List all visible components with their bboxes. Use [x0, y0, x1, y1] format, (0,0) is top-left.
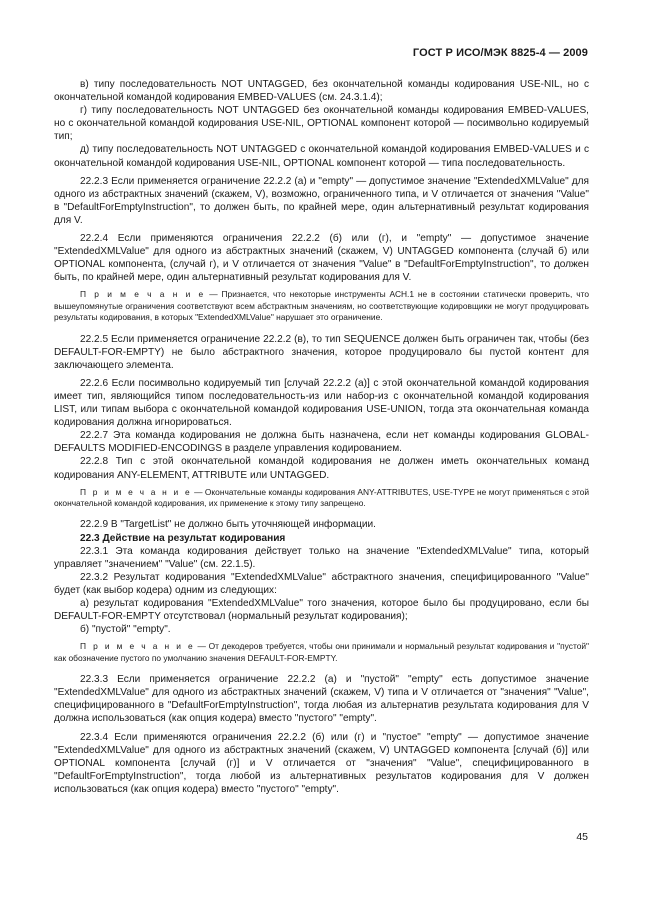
page-number: 45 [576, 831, 588, 843]
item-b: б) "пустой" "empty". [80, 624, 171, 636]
section-heading: 22.3 Действие на результат кодирования [80, 532, 286, 544]
clause-22-2-7: 22.2.7 Эта команда кодирования не должна быть назначена, если нет команды кодирования GLOBAL-DEFAULTS MODIFIED-ENCODINGS в разделе управления кодированием. [54, 430, 589, 455]
paragraph-v: в) типу последовательность NOT UNTAGGED, без окончательной команды кодирования USE-NIL, но с окончательной командой кодирования EMBED-VALUES (см. 24.3.1.4); [54, 79, 589, 104]
clause-22-2-4: 22.2.4 Если применяются ограничения 22.2.2 (б) или (г), и "empty" — допустимое значение "ExtendedXMLValue" для одного из абстрактных значений (скажем, V) UNTAGGED компонента (случай б) или OPTIONAL компонента, (случай г), и V отличается от значения "Value" в "DefaultForEmptyInstruction", то должен быть, по крайней мере, один альтернативный результат кодирования для V. [54, 233, 589, 284]
note-2 [54, 487, 589, 510]
clause-22-3-1: 22.3.1 Эта команда кодирования действует только на значение "ExtendedXMLValue" типа, который управляет "значением" "Value" (см. 22.1.5). [54, 545, 589, 570]
paragraph-g: г) типу последовательность NOT UNTAGGED без окончательной команды кодирования EMBED-VALUES, но с окончательной командой кодирования USE-NIL, OPTIONAL компонент которой — посимвольно кодируемый тип; [54, 105, 589, 143]
clause-22-3-2: 22.3.2 Результат кодирования "ExtendedXMLValue" абстрактного значения, специфицированного "Value" будет (как выбор кодера) одним из следующих: [54, 571, 589, 596]
clause-22-2-8: 22.2.8 Тип с этой окончательной командой кодирования не должен иметь окончательных команд кодирования ANY-ELEMENT, ATTRIBUTE или UNTAGGED. [54, 456, 589, 481]
paragraph-d: д) типу последовательность NOT UNTAGGED с окончательной командой кодирования EMBED-VALUES и с окончательной командой кодирования USE-NIL, OPTIONAL компонент которой — типа последовательность. [54, 144, 589, 169]
note-3 [54, 641, 589, 664]
clause-22-2-9: 22.2.9 В "TargetList" не должно быть уточняющей информации. [80, 519, 376, 531]
clause-22-2-5: 22.2.5 Если применяется ограничение 22.2.2 (в), то тип SEQUENCE должен быть ограничен так, чтобы (без DEFAULT-FOR-EMPTY) не было абстрактного значения, которое продуцировало бы пустой контент для заключающего элемента. [54, 333, 589, 371]
clause-22-2-6: 22.2.6 Если посимвольно кодируемый тип [случай 22.2.2 (а)] с этой окончательной командой кодирования имеет тип, являющийся типом последовательность-из или набор-из с окончательной командой кодирования LIST, или типам выбора с окончательной командой кодирования USE-UNION, тогда эта окончательная команда кодирования должна игнорироваться. [54, 377, 589, 429]
page-body [54, 78, 589, 801]
clause-22-3-4: 22.3.4 Если применяются ограничения 22.2.2 (б) или (г) и "пустое" "empty" — допустимое значение "ExtendedXMLValue" для одного из абстрактных значений (скажем, V) UNTAGGED компонента [случай (б)] или OPTIONAL компонента [случай (г)] и V отличается от "значения" "Value", специфицированного в "DefaultForEmptyInstruction", тогда любой из альтернативных результатов кодирования для V должен использоваться (как опция кодера) вместо "пустого" "empty". [54, 731, 589, 795]
item-a: а) результат кодирования "ExtendedXMLValue" того значения, которое было бы продуцировано, если бы DEFAULT-FOR-EMPTY отсутствовал (нормальный результат кодирования); [54, 598, 589, 623]
note-label: П р и м е ч а н и е [80, 289, 206, 300]
note-label: П р и м е ч а н и е [80, 486, 192, 497]
note-text: — От декодеров требуется, чтобы они принимали и нормальный результат кодирования и "пустой" как обозначение пустого по умолчанию значения DEFAULT-FOR-EMPTY. [54, 641, 589, 663]
note-1 [54, 289, 589, 323]
clause-22-2-3: 22.2.3 Если применяется ограничение 22.2.2 (а) и "empty" — допустимое значение "ExtendedXMLValue" для одного из абстрактных значений (скажем, V), возможно, ограниченного типа, и V отличается от значения "Value" в "DefaultForEmptyInstruction", то должен быть, по крайней мере, один альтернативный результат кодирования для V. [54, 175, 589, 226]
note-text: — Окончательные команды кодирования ANY-ATTRIBUTES, USE-TYPE не могут применяться с этой окончательной командой кодирования, их применение к этому типу запрещено. [54, 486, 589, 509]
note-text: — Признается, что некоторые инструменты АСН.1 не в состоянии статически проверить, что вышеупомянутые ограничения соответствуют всем абстрактным значениям, но соответствующие кодировщики не могут продуцировать результаты кодирования, в которых "ExtendedXMLValue" нарушает это ограничение. [54, 289, 589, 323]
document-header: ГОСТ Р ИСО/МЭК 8825-4 — 2009 [412, 47, 588, 59]
note-label: П р и м е ч а н и е [80, 641, 195, 652]
clause-22-3-3: 22.3.3 Если применяется ограничение 22.2.2 (а) и "пустой" "empty" есть допустимое значение "ExtendedXMLValue" для одного из абстрактных значений (скажем, V) типа и V отличается от "значения" "Value", специфицированного в "DefaultForEmptyInstruction", тогда любая из альтернатив результата кодирования для V должна использоваться (как опция кодера) вместо "пустого" "empty". [54, 674, 589, 725]
